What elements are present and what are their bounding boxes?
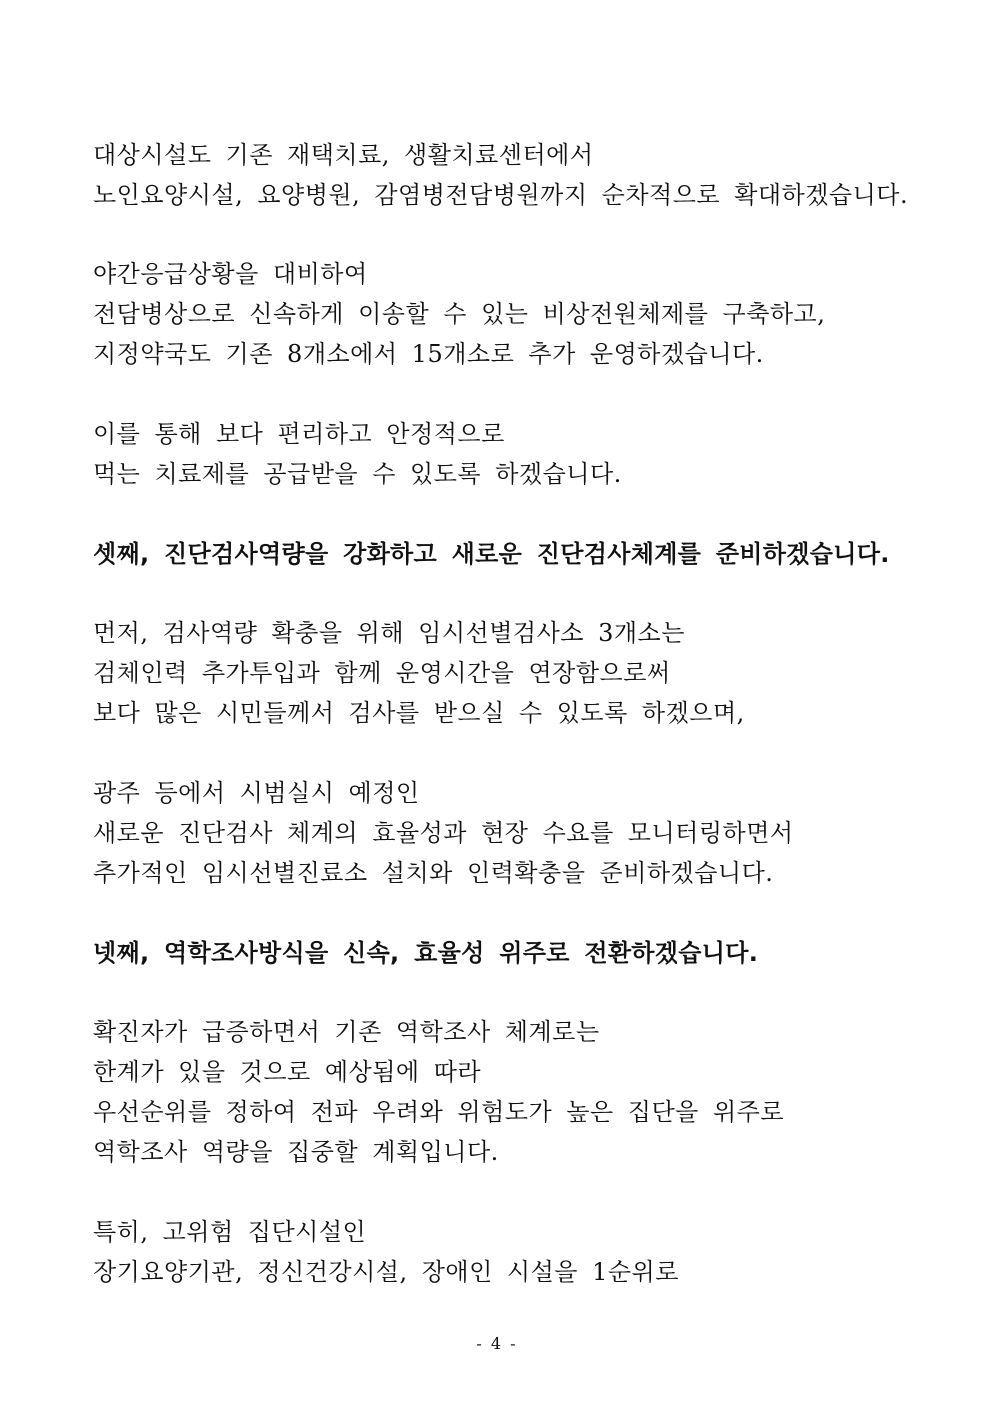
section-heading-fourth: 넷째, 역학조사방식을 신속, 효율성 위주로 전환하겠습니다. bbox=[93, 939, 759, 967]
text-line: 추가적인 임시선별진료소 설치와 인력확충을 준비하겠습니다. bbox=[93, 859, 774, 887]
text-line: 한계가 있을 것으로 예상됨에 따라 bbox=[93, 1058, 482, 1086]
text-line: 전담병상으로 신속하게 이송할 수 있는 비상전원체제를 구축하고, bbox=[93, 300, 826, 328]
text-line: 먼저, 검사역량 확충을 위해 임시선별검사소 3개소는 bbox=[93, 619, 685, 647]
page-number: - 4 - bbox=[476, 1334, 516, 1353]
text-line: 확진자가 급증하면서 기존 역학조사 체계로는 bbox=[93, 1018, 600, 1046]
text-line: 새로운 진단검사 체계의 효율성과 현장 수요를 모니터링하면서 bbox=[93, 819, 794, 847]
text-line: 보다 많은 시민들께서 검사를 받으실 수 있도록 하겠으며, bbox=[93, 699, 745, 727]
text-line: 지정약국도 기존 8개소에서 15개소로 추가 운영하겠습니다. bbox=[93, 340, 764, 368]
text-line: 특히, 고위험 집단시설인 bbox=[93, 1218, 367, 1246]
section-heading-third: 셋째, 진단검사역량을 강화하고 새로운 진단검사체계를 준비하겠습니다. bbox=[93, 540, 890, 568]
text-line: 장기요양기관, 정신건강시설, 장애인 시설을 1순위로 bbox=[93, 1258, 679, 1286]
text-line: 대상시설도 기존 재택치료, 생활치료센터에서 bbox=[93, 141, 594, 169]
text-line: 이를 통해 보다 편리하고 안정적으로 bbox=[93, 420, 505, 448]
text-line: 먹는 치료제를 공급받을 수 있도록 하겠습니다. bbox=[93, 460, 622, 488]
text-line: 노인요양시설, 요양병원, 감염병전담병원까지 순차적으로 확대하겠습니다. bbox=[93, 181, 909, 209]
text-line: 광주 등에서 시범실시 예정인 bbox=[93, 779, 420, 807]
text-line: 역학조사 역량을 집중할 계획입니다. bbox=[93, 1138, 499, 1166]
text-line: 검체인력 추가투입과 함께 운영시간을 연장함으로써 bbox=[93, 659, 671, 687]
text-line: 야간응급상황을 대비하여 bbox=[93, 260, 368, 288]
text-line: 우선순위를 정하여 전파 우려와 위험도가 높은 집단을 위주로 bbox=[93, 1098, 785, 1126]
